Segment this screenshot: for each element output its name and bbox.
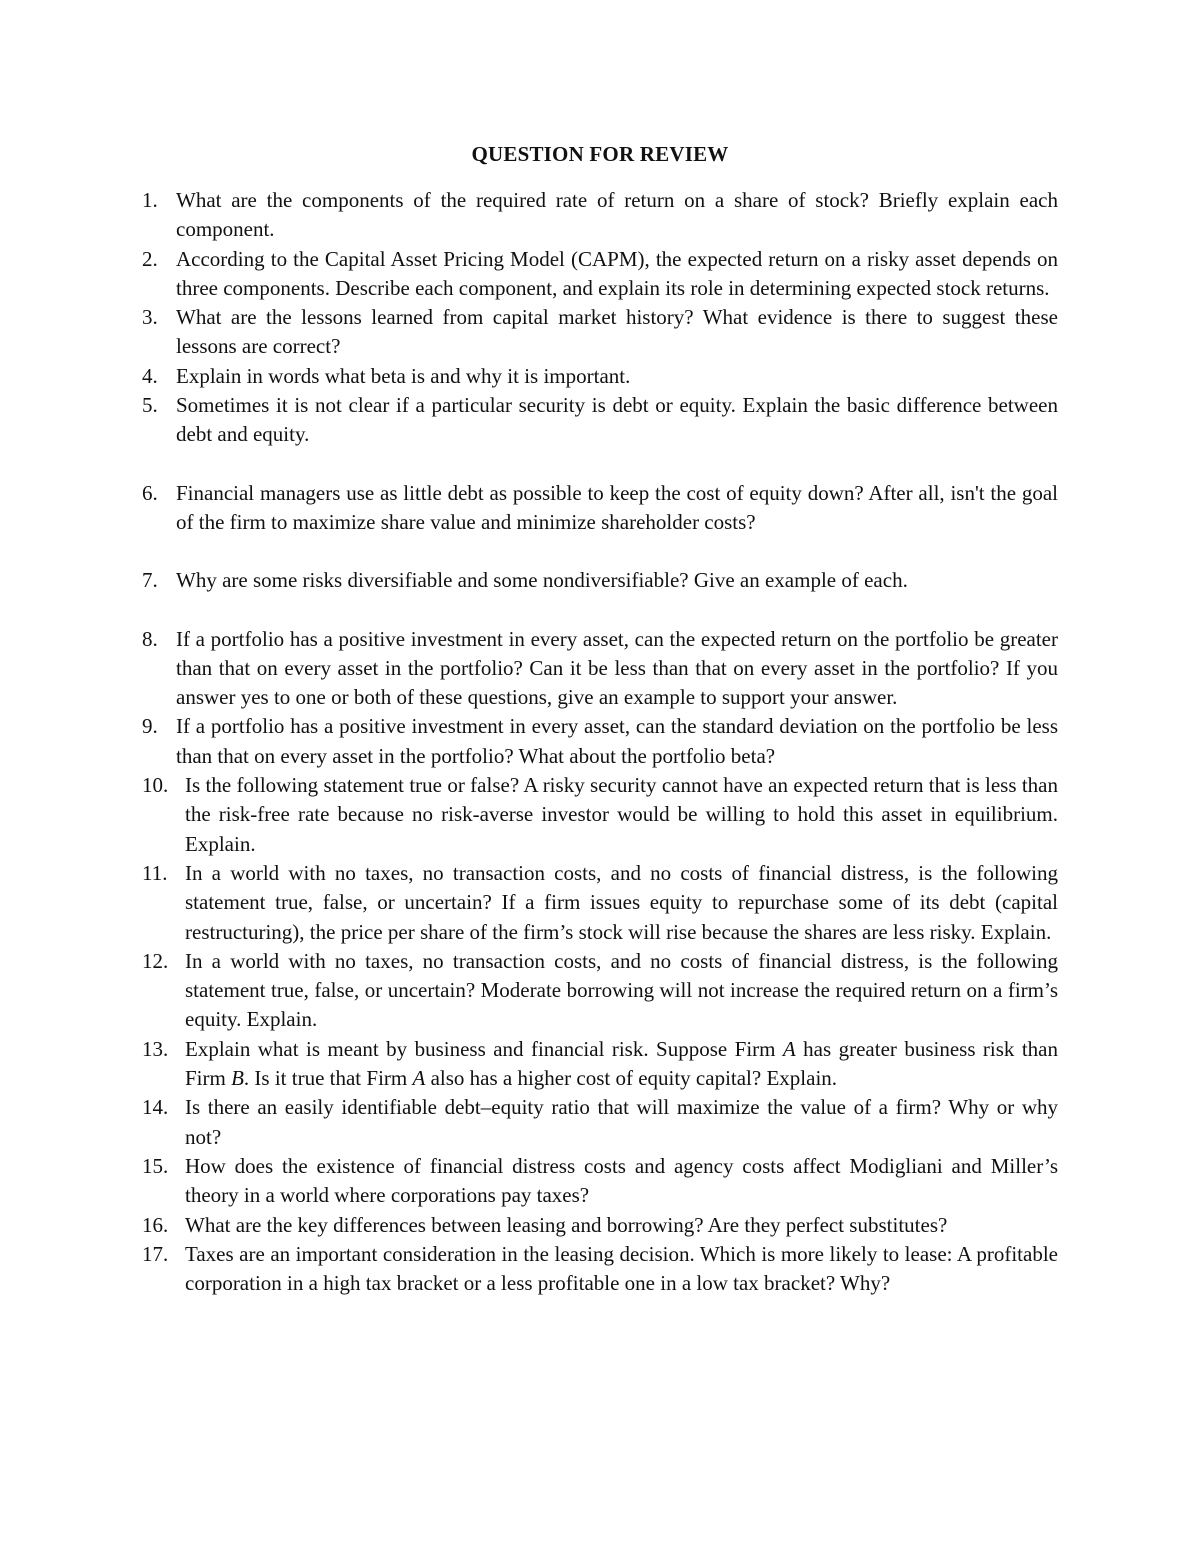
question-text: In a world with no taxes, no transaction costs, and no costs of financial distress, is the following statement true, false, or uncertain? Moderate borrowing will not increase the required return on a firm’s equity. Explain. bbox=[185, 948, 1058, 1032]
question-number: 11. bbox=[142, 860, 168, 885]
question-item-16 bbox=[0, 1211, 1200, 1240]
question-text: Sometimes it is not clear if a particular security is debt or equity. Explain the basic difference between debt and equity. bbox=[176, 393, 1058, 447]
question-number: 1. bbox=[142, 188, 158, 212]
question-text: Why are some risks diversifiable and some nondiversifiable? Give an example of each. bbox=[176, 568, 908, 593]
question-text: Is there an easily identifiable debt–equity ratio that will maximize the value of a firm? Why or why not? bbox=[185, 1095, 1058, 1149]
question-text: What are the lessons learned from capital market history? What evidence is there to suggest these lessons are correct? bbox=[176, 305, 1058, 359]
question-text: Explain in words what beta is and why it is important. bbox=[176, 363, 631, 388]
question-number: 2. bbox=[142, 246, 158, 271]
question-number: 15. bbox=[142, 1153, 169, 1178]
question-item-9 bbox=[0, 712, 1200, 771]
page-title: QUESTION FOR REVIEW bbox=[471, 142, 729, 166]
question-text: According to the Capital Asset Pricing Model (CAPM), the expected return on a risky asset depends on three components. Describe each component, and explain its role in determining expected stock returns. bbox=[176, 246, 1058, 300]
question-text: Taxes are an important consideration in the leasing decision. Which is more likely to lease: A profitable corporation in a high tax bracket or a less profitable one in a low tax bracket? Why? bbox=[185, 1241, 1058, 1296]
question-item-3 bbox=[0, 303, 1200, 362]
spacer bbox=[0, 596, 1200, 625]
question-number: 13. bbox=[142, 1036, 169, 1061]
question-item-13 bbox=[0, 1035, 1200, 1094]
question-number: 14. bbox=[142, 1095, 169, 1120]
question-item-6 bbox=[0, 479, 1200, 538]
question-number: 17. bbox=[142, 1241, 169, 1266]
question-text: How does the existence of financial distress costs and agency costs affect Modigliani and Miller’s theory in a world where corporations pay taxes? bbox=[185, 1153, 1058, 1208]
question-item-17 bbox=[0, 1240, 1200, 1299]
question-number: 6. bbox=[142, 480, 158, 505]
question-number: 9. bbox=[142, 714, 158, 739]
question-item-8 bbox=[0, 625, 1200, 713]
question-item-15 bbox=[0, 1152, 1200, 1211]
question-text: In a world with no taxes, no transaction costs, and no costs of financial distress, is the following statement true, false, or uncertain? If a firm issues equity to repurchase some of its debt (capital restructuring), the price per share of the firm’s stock will rise because the shares are less risky. Explain. bbox=[185, 860, 1058, 944]
question-text: Explain what is meant by business and financial risk. Suppose Firm A has greater business risk than Firm B. Is it true that Firm A also has a higher cost of equity capital? Explain. bbox=[185, 1036, 1059, 1091]
question-text: Is the following statement true or false? A risky security cannot have an expected return that is less than the risk-free rate because no risk-averse investor would be willing to hold this asset in equilibrium. Explain. bbox=[185, 773, 1058, 856]
question-item-14 bbox=[0, 1093, 1200, 1152]
question-number: 16. bbox=[142, 1212, 169, 1237]
question-item-1 bbox=[0, 186, 1200, 245]
question-item-11 bbox=[0, 859, 1200, 947]
question-text: If a portfolio has a positive investment in every asset, can the expected return on the portfolio be greater than that on every asset in the portfolio? Can it be less than that on every asset in the portfolio? If you answer yes to one or both of these questions, give an example to support your answer. bbox=[176, 626, 1058, 710]
question-text: What are the key differences between leasing and borrowing? Are they perfect substitutes? bbox=[185, 1212, 948, 1237]
question-item-7 bbox=[0, 566, 1200, 595]
question-text: If a portfolio has a positive investment in every asset, can the standard deviation on the portfolio be less than that on every asset in the portfolio? What about the portfolio beta? bbox=[176, 714, 1058, 768]
question-number: 5. bbox=[142, 393, 158, 418]
question-number: 10. bbox=[142, 773, 169, 798]
question-list bbox=[0, 186, 1200, 1298]
question-item-4 bbox=[0, 362, 1200, 391]
question-number: 12. bbox=[142, 948, 169, 973]
question-number: 7. bbox=[142, 568, 158, 593]
spacer bbox=[0, 450, 1200, 479]
spacer bbox=[0, 537, 1200, 566]
question-item-12 bbox=[0, 947, 1200, 1035]
question-number: 4. bbox=[142, 363, 158, 388]
question-item-2 bbox=[0, 245, 1200, 304]
question-item-5 bbox=[0, 391, 1200, 450]
question-text: What are the components of the required rate of return on a share of stock? Briefly explain each component. bbox=[176, 188, 1058, 242]
question-text: Financial managers use as little debt as possible to keep the cost of equity down? After all, isn't the goal of the firm to maximize share value and minimize shareholder costs? bbox=[176, 480, 1058, 534]
question-number: 3. bbox=[142, 305, 158, 330]
question-number: 8. bbox=[142, 626, 158, 651]
question-item-10 bbox=[0, 771, 1200, 859]
